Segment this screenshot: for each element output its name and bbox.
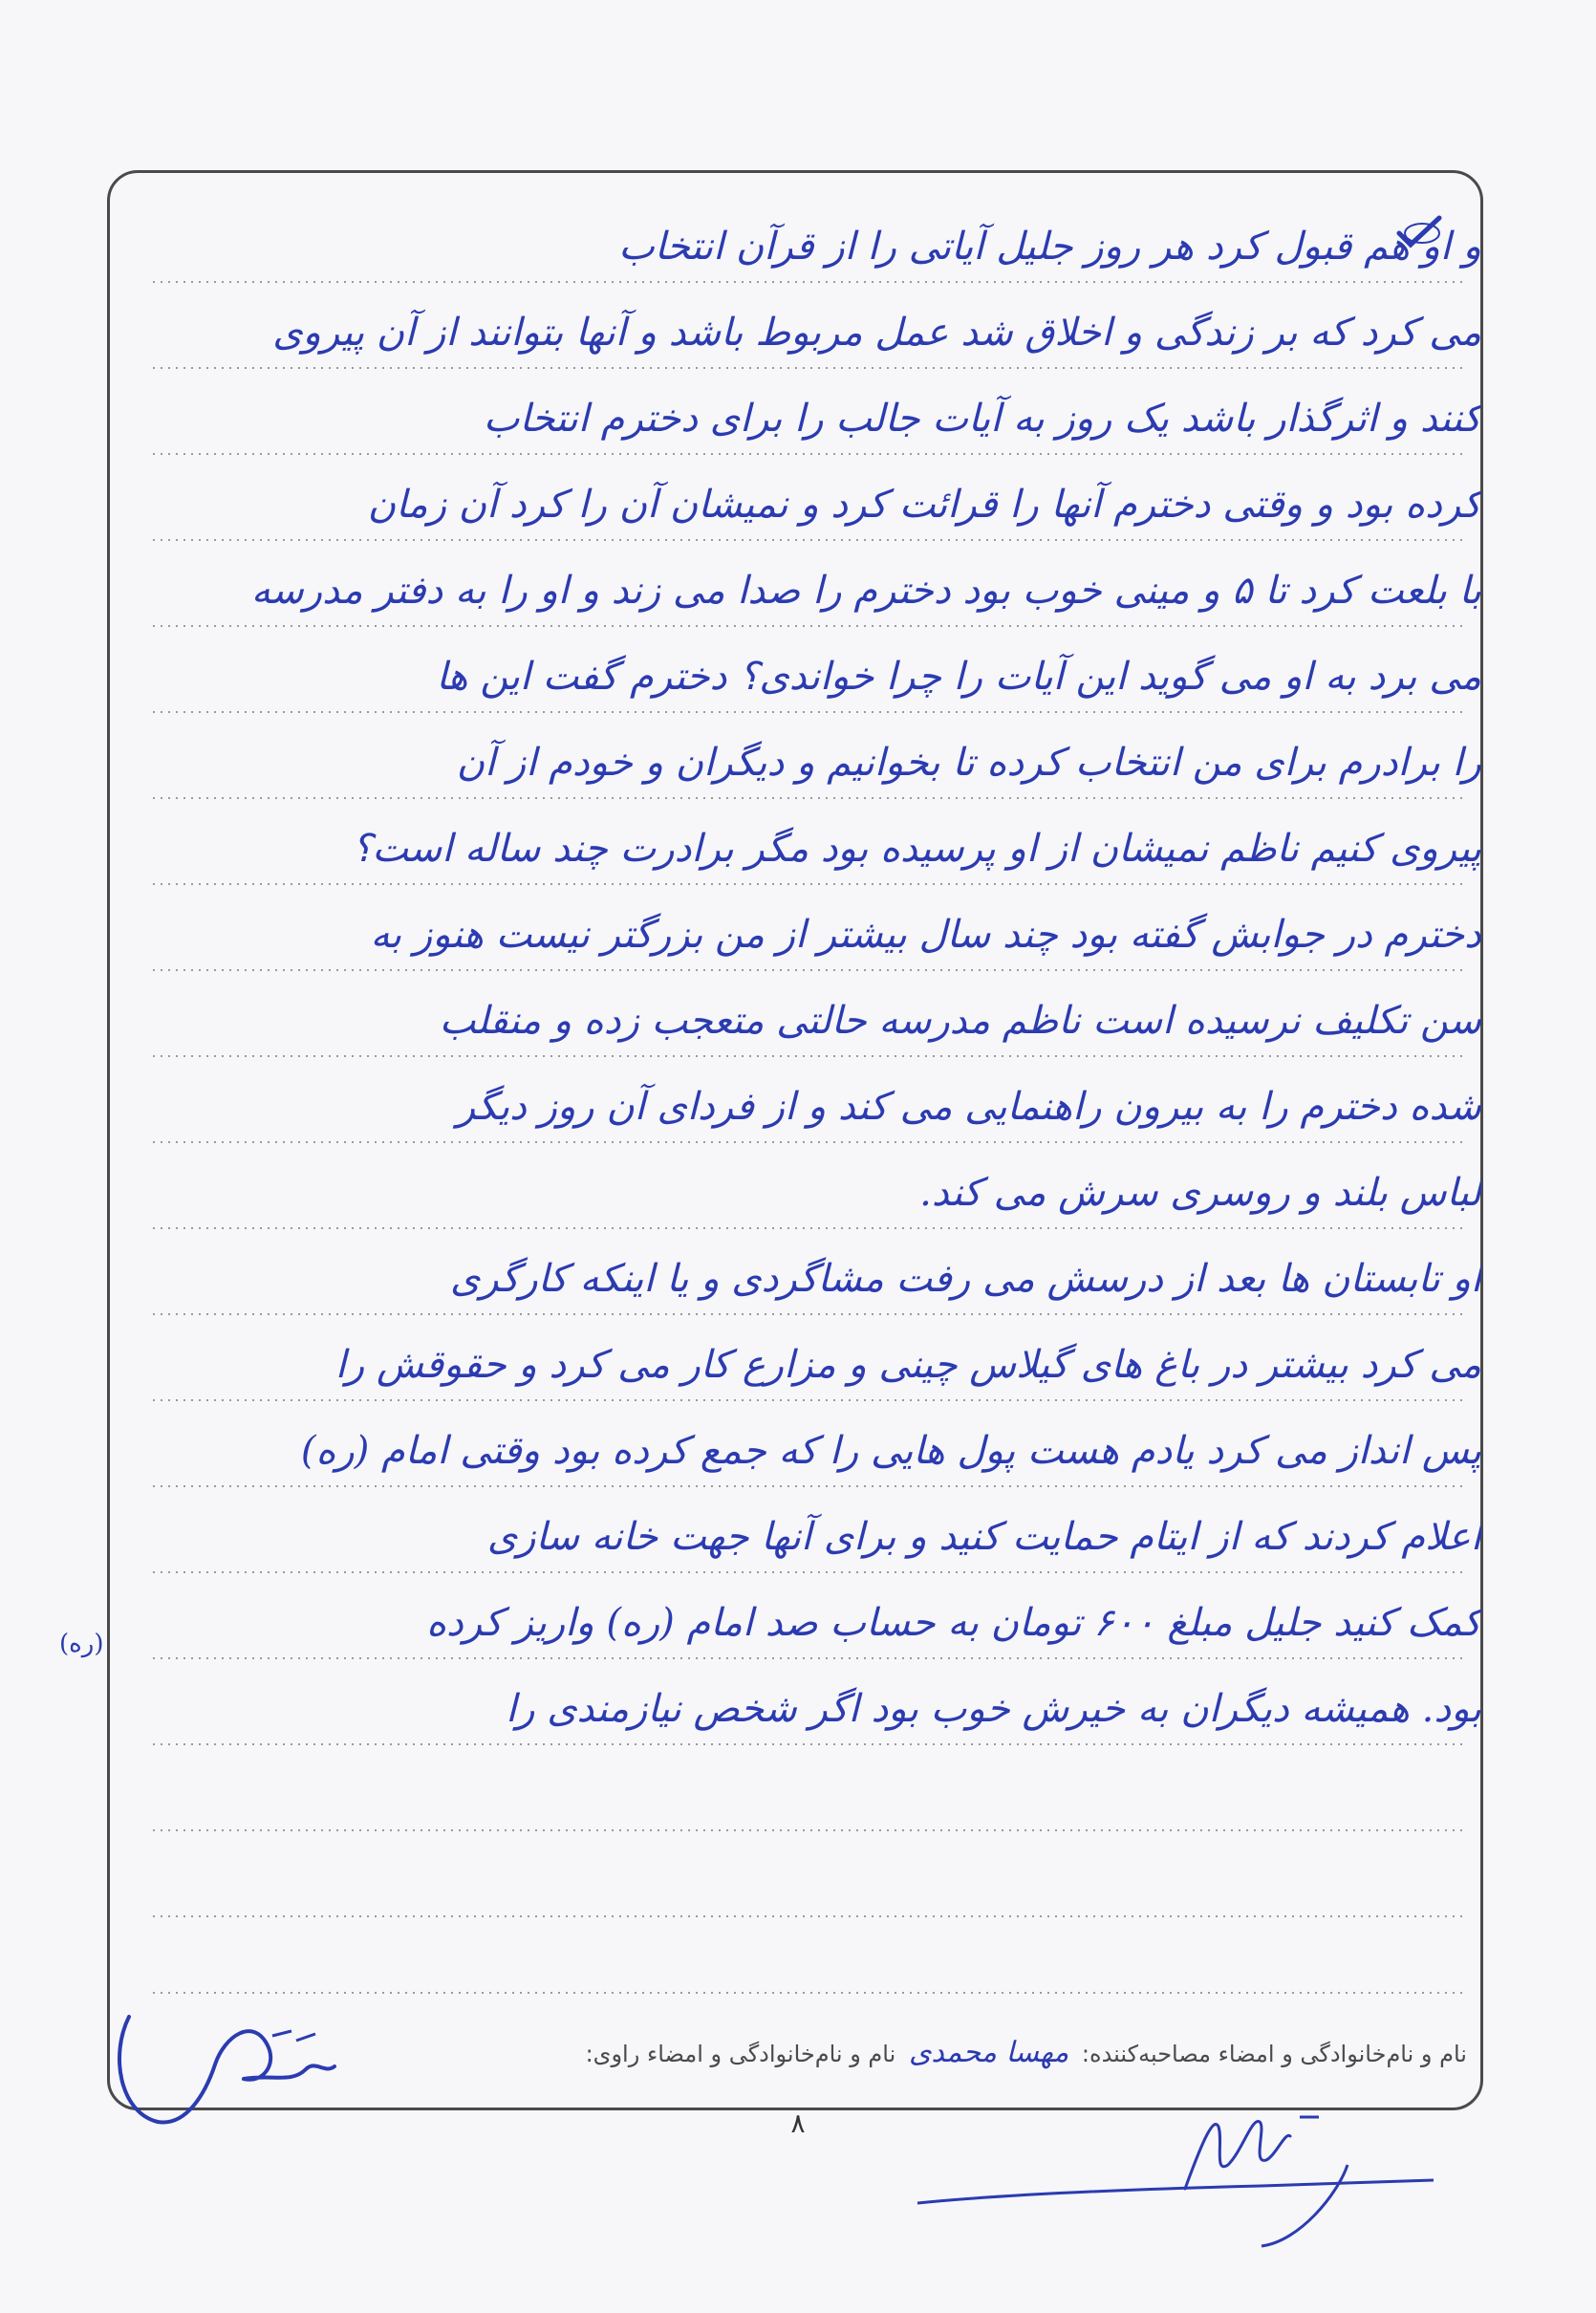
handwritten-line: می کرد بیشتر در باغ های گیلاس چینی و مزارع کار می کرد و حقوقش را <box>334 1343 1481 1387</box>
handwritten-line: اعلام کردند که از ایتام حمایت کنید و برای آنها جهت خانه سازی <box>486 1515 1481 1559</box>
handwritten-line: کمک کنید جلیل مبلغ ۶۰۰ تومان به حساب صد امام (ره) واریز کرده <box>426 1601 1481 1645</box>
margin-note: (ره) <box>59 1630 104 1658</box>
interviewee-label: نام و نام‌خانوادگی و امضاء راوی: <box>585 2041 896 2067</box>
handwritten-line: سن تکلیف نرسیده است ناظم مدرسه حالتی متعجب زده و منقلب <box>439 999 1481 1043</box>
handwritten-line: کرده بود و وقتی دخترم آنها را قرائت کرد و نمیشان آن را کرد آن زمان <box>367 483 1481 527</box>
handwritten-line: و او هم قبول کرد هر روز جلیل آیاتی را از قرآن انتخاب <box>618 225 1481 269</box>
interviewer-label: نام و نام‌خانوادگی و امضاء مصاحبه‌کننده: <box>1081 2041 1467 2067</box>
handwritten-line: بود. همیشه دیگران به خیرش خوب بود اگر شخص نیازمندی را <box>506 1687 1481 1731</box>
handwritten-line: دخترم در جوابش گفته بود چند سال بیشتر از من بزرگتر نیست هنوز به <box>370 913 1481 957</box>
page-border-frame <box>107 170 1483 2110</box>
handwritten-line: پس انداز می کرد یادم هست پول هایی را که جمع کرده بود وقتی امام (ره) <box>300 1429 1481 1473</box>
handwritten-line: پیروی کنیم ناظم نمیشان از او پرسیده بود مگر برادرت چند ساله است؟ <box>352 827 1481 871</box>
handwritten-line: کنند و اثرگذار باشد یک روز به آیات جالب را برای دخترم انتخاب <box>483 397 1481 441</box>
handwritten-line: با بلعت کرد تا ۵ و مینی خوب بود دخترم را صدا می زند و او را به دفتر مدرسه <box>250 569 1481 613</box>
handwritten-line: می کرد که بر زندگی و اخلاق شد عمل مربوط باشد و آنها بتوانند از آن پیروی <box>272 311 1481 355</box>
handwritten-line: شده دخترم را به بیرون راهنمایی می کند و از فردای آن روز دیگر <box>456 1085 1481 1129</box>
page-number: ۸ <box>790 2108 806 2139</box>
handwritten-line: می برد به او می گوید این آیات را چرا خواندی؟ دخترم گفت این ها <box>436 655 1481 699</box>
handwritten-line: را برادرم برای من انتخاب کرده تا بخوانیم و دیگران و خودم از آن <box>456 741 1481 785</box>
interviewer-signature-text: مهسا محمدی <box>908 2036 1069 2069</box>
handwritten-line: لباس بلند و روسری سرش می کند. <box>919 1171 1481 1215</box>
handwritten-line: او تابستان ها بعد از درسش می رفت مشاگردی و یا اینکه کارگری <box>449 1257 1481 1301</box>
signature-labels-row <box>586 2036 1467 2069</box>
